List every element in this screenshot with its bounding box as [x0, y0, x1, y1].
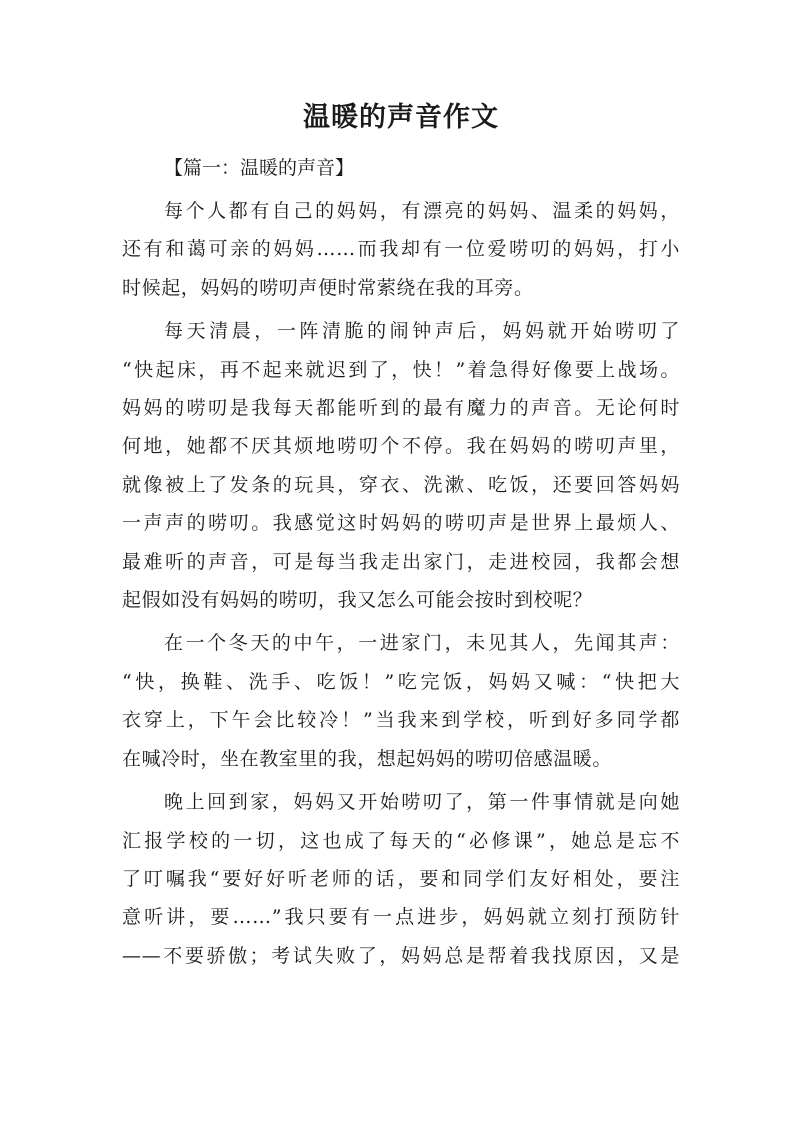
- text-line: 一声声的唠叨。我感觉这时妈妈的唠叨声是世界上最烦人、: [122, 512, 680, 535]
- paragraph-1: [122, 192, 680, 307]
- text-line: 还有和蔼可亲的妈妈……而我却有一位爱唠叨的妈妈，打小: [122, 238, 680, 261]
- paragraph-3: [122, 624, 680, 778]
- text-line: 衣穿上，下午会比较冷！”当我来到学校，听到好多同学都: [122, 709, 680, 732]
- text-line: 时候起，妈妈的唠叨声便时常萦绕在我的耳旁。: [122, 276, 534, 299]
- text-line: “快，换鞋、洗手、吃饭！”吃完饭，妈妈又喊：“快把大: [122, 670, 680, 693]
- text-line: 在喊冷时，坐在教室里的我，想起妈妈的唠叨倍感温暖。: [122, 747, 613, 770]
- text-line: 最难听的声音，可是每当我走出家门，走进校园，我都会想: [122, 550, 680, 573]
- text-line: 了叮嘱我“要好好听老师的话，要和同学们友好相处，要注: [122, 867, 680, 890]
- text-line: 意听讲，要……”我只要有一点进步，妈妈就立刻打预防针: [122, 906, 680, 929]
- text-line: 妈妈的唠叨是我每天都能听到的最有魔力的声音。无论何时: [122, 397, 680, 420]
- text-line: 就像被上了发条的玩具，穿衣、洗漱、吃饭，还要回答妈妈: [122, 473, 680, 496]
- paragraph-4: [122, 783, 680, 975]
- text-line: 何地，她都不厌其烦地唠叨个不停。我在妈妈的唠叨声里，: [122, 435, 680, 458]
- paragraph-2: [122, 312, 680, 619]
- text-line: 在一个冬天的中午，一进家门，未见其人，先闻其声：: [164, 632, 680, 655]
- text-line: 每个人都有自己的妈妈，有漂亮的妈妈、温柔的妈妈，: [164, 200, 680, 222]
- text-line: 晚上回到家，妈妈又开始唠叨了，第一件事情就是向她: [164, 791, 680, 814]
- document-page: [122, 96, 680, 980]
- text-line: 汇报学校的一切，这也成了每天的“必修课”，她总是忘不: [122, 829, 680, 852]
- text-line: “快起床，再不起来就迟到了，快！”着急得好像要上战场。: [122, 358, 680, 381]
- text-line: 每天清晨，一阵清脆的闹钟声后，妈妈就开始唠叨了: [164, 320, 680, 343]
- section-label: 【篇一：温暖的声音】: [164, 157, 355, 179]
- document-title: 温暖的声音作文: [303, 102, 499, 133]
- text-line: ——不要骄傲；考试失败了，妈妈总是帮着我找原因，又是: [122, 944, 680, 967]
- text-line: 起假如没有妈妈的唠叨，我又怎么可能会按时到校呢？: [122, 589, 593, 612]
